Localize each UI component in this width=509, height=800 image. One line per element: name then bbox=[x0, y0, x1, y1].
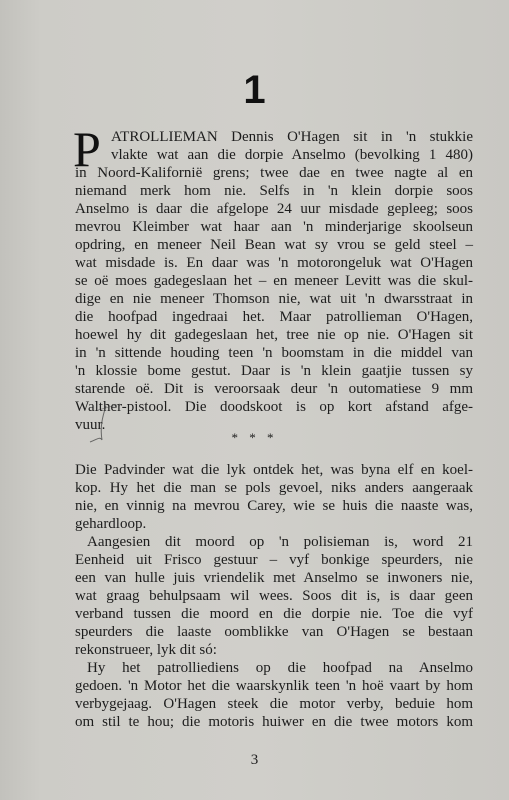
chapter-number: 1 bbox=[243, 68, 266, 112]
text-line: starende oё. Dit is veroorsaak deur 'n outomatiese 9 mm bbox=[75, 381, 473, 397]
text-line: wat misdade is. En daar was 'n motorongeluk wat O'Hagen bbox=[75, 255, 473, 271]
section-2-text bbox=[75, 461, 473, 731]
text-line: in Noord-Kaliforniё grens; twee dae en twee nagte al en bbox=[75, 165, 473, 181]
text-line: gehardloop. bbox=[75, 516, 147, 532]
drop-cap: P bbox=[73, 121, 101, 177]
text-line: hoewel hy dit gadegeslaan het, tree nie op nie. O'Hagen sit bbox=[75, 327, 473, 343]
text-line: Aangesien dit moord op 'n polisieman is, word 21 bbox=[87, 534, 473, 550]
text-line: in 'n sittende houding teen 'n boomstam in die middel van bbox=[75, 345, 473, 361]
text-line: een van hulle juis vriendelik met Anselmo se inwoners nie, bbox=[75, 570, 473, 586]
text-line: niemand merk hom nie. Selfs in 'n klein dorpie soos bbox=[75, 183, 473, 199]
text-line: rekonstrueer, lyk dit só: bbox=[75, 642, 217, 658]
section-1-text bbox=[73, 121, 473, 434]
text-line: 'n klossie bome gestut. Daar is 'n klein gaatjie tussen sy bbox=[75, 363, 473, 379]
text-line: mevrou Kleimber wat haar aan 'n minderjarige skoolseun bbox=[75, 219, 473, 235]
text-line: opdring, en meneer Neil Bean wat sy vrou se geld steel – bbox=[75, 237, 473, 253]
text-line: nie, en vinnig na mevrou Carey, wie se huis die naaste was, bbox=[75, 498, 473, 514]
text-line: Eenheid uit Frisco gestuur – vyf bonkige speurders, nie bbox=[75, 552, 473, 568]
text-line: wat graag behulpsaam wil wees. Soos dit is, is daar geen bbox=[75, 588, 473, 604]
text-line: verbygejaag. O'Hagen steek die motor verby, beduie hom bbox=[75, 696, 473, 712]
text-line: Anselmo is daar die afgelope 24 uur misdade gepleeg; soos bbox=[75, 201, 473, 217]
text-line: se oё moes gadegeslaan het – en meneer Levitt was die skul- bbox=[75, 273, 473, 289]
text-line: ATROLLIEMAN Dennis O'Hagen sit in 'n stukkie bbox=[111, 129, 473, 145]
text-line: Die Padvinder wat die lyk ontdek het, was byna elf en koel- bbox=[75, 462, 473, 478]
section-separator: * * * bbox=[231, 430, 278, 445]
text-line: om stil te hou; die motoris huiwer en die twee motors kom bbox=[75, 714, 473, 730]
text-line: Hy het patrolliediens op die hoofpad na Anselmo bbox=[87, 660, 473, 676]
text-line: verband tussen die moord en die dorpie nie. Toe die vyf bbox=[75, 606, 473, 622]
text-line: speurders die laaste oomblikke van O'Hagen se bestaan bbox=[75, 624, 473, 640]
text-line: die hoofpad ingedraai het. Maar patrollieman O'Hagen, bbox=[75, 309, 473, 325]
text-line: gedoen. 'n Motor het die waarskynlik teen 'n hoё vaart by hom bbox=[75, 678, 473, 694]
text-line: Walther-pistool. Die doodskoot is op kort afstand afge- bbox=[75, 399, 473, 415]
text-line: vlakte wat aan die dorpie Anselmo (bevolking 1 480) bbox=[111, 147, 473, 163]
text-line: kop. Hy het die man se pols gevoel, niks anders aangeraak bbox=[75, 480, 473, 496]
page-number: 3 bbox=[250, 752, 259, 768]
text-line: dige en nie meneer Thomson nie, wat uit 'n dwarsstraat in bbox=[75, 291, 473, 307]
text-line: vuur. bbox=[75, 417, 106, 433]
